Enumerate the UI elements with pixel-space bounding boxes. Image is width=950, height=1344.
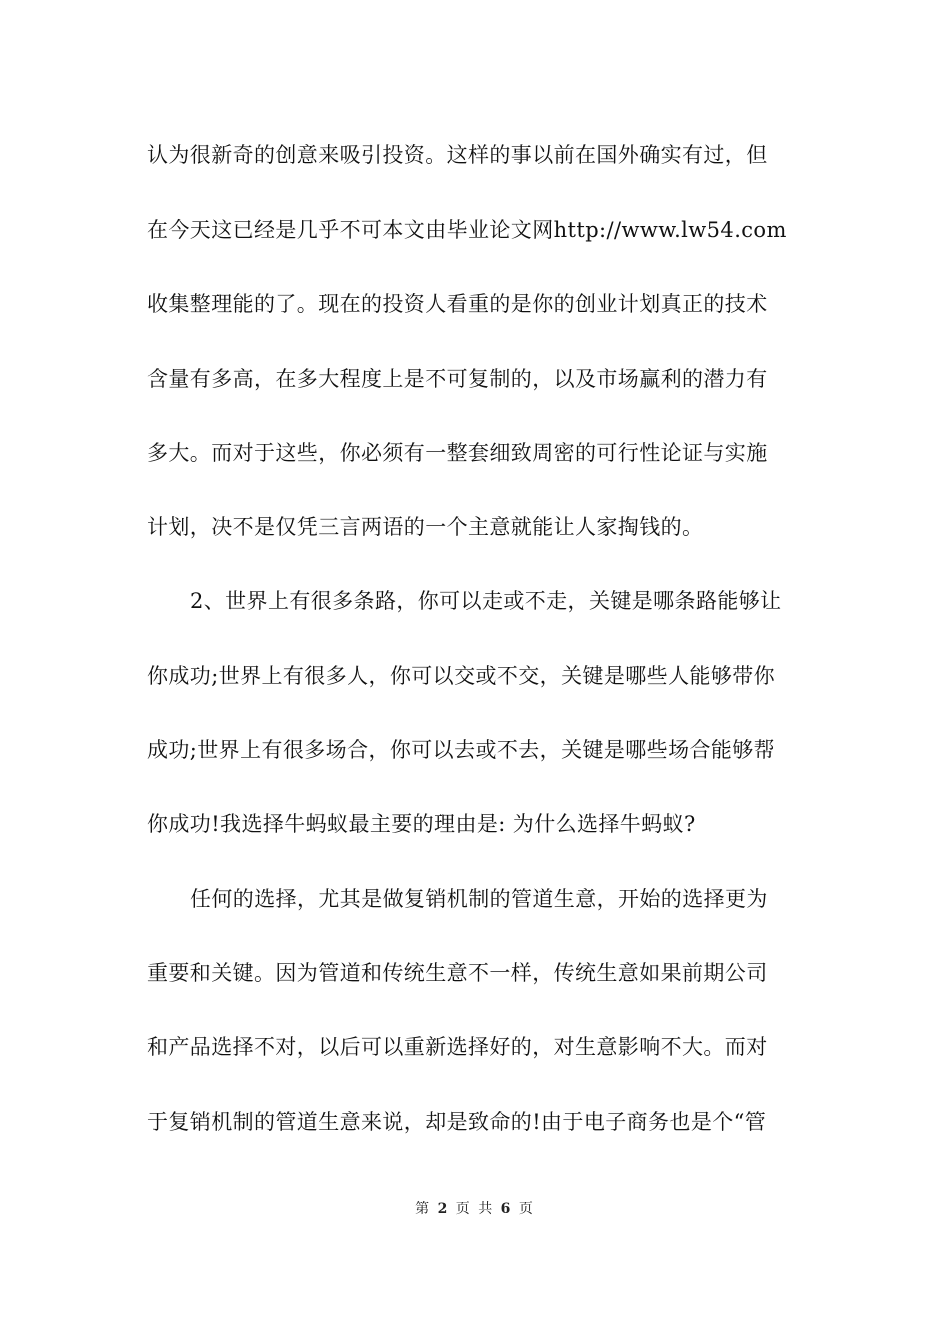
paragraph-1-line-6: 计划，决不是仅凭三言两语的一个主意就能让人家掏钱的。 <box>147 515 704 539</box>
paragraph-1-line-1: 认为很新奇的创意来吸引投资。这样的事以前在国外确实有过，但 <box>147 143 768 167</box>
paragraph-2-line-1: 2、世界上有很多条路，你可以走或不走，关键是哪条路能够让 <box>190 589 782 613</box>
paragraph-2-line-3: 成功;世界上有很多场合，你可以去或不去，关键是哪些场合能够帮 <box>147 738 776 762</box>
paragraph-1-line-5: 多大。而对于这些，你必须有一整套细致周密的可行性论证与实施 <box>147 441 768 465</box>
paragraph-3-line-1: 任何的选择，尤其是做复销机制的管道生意，开始的选择更为 <box>190 887 768 911</box>
paragraph-3-line-2: 重要和关键。因为管道和传统生意不一样，传统生意如果前期公司 <box>147 961 768 985</box>
paragraph-3-line-3: 和产品选择不对，以后可以重新选择好的，对生意影响不大。而对 <box>147 1035 768 1059</box>
paragraph-1-line-3: 收集整理能的了。现在的投资人看重的是你的创业计划真正的技术 <box>147 292 768 316</box>
paragraph-1-line-2: 在今天这已经是几乎不可本文由毕业论文网http://www.lw54.com <box>147 218 787 242</box>
paragraph-2-line-2: 你成功;世界上有很多人，你可以交或不交，关键是哪些人能够带你 <box>147 664 776 688</box>
footer-total-pages: 6 <box>500 1201 513 1217</box>
footer-prefix: 第 <box>415 1201 432 1217</box>
footer-current-page: 2 <box>437 1201 450 1217</box>
page-footer <box>0 1197 950 1221</box>
footer-suffix: 页 <box>518 1201 535 1217</box>
paragraph-1-line-4: 含量有多高，在多大程度上是不可复制的，以及市场赢利的潜力有 <box>147 367 768 391</box>
paragraph-3-line-4: 于复销机制的管道生意来说，却是致命的!由于电子商务也是个“管 <box>147 1110 767 1134</box>
paragraph-2-line-4: 你成功!我选择牛蚂蚁最主要的理由是: 为什么选择牛蚂蚁? <box>147 812 696 836</box>
footer-mid: 页 共 <box>455 1201 495 1217</box>
